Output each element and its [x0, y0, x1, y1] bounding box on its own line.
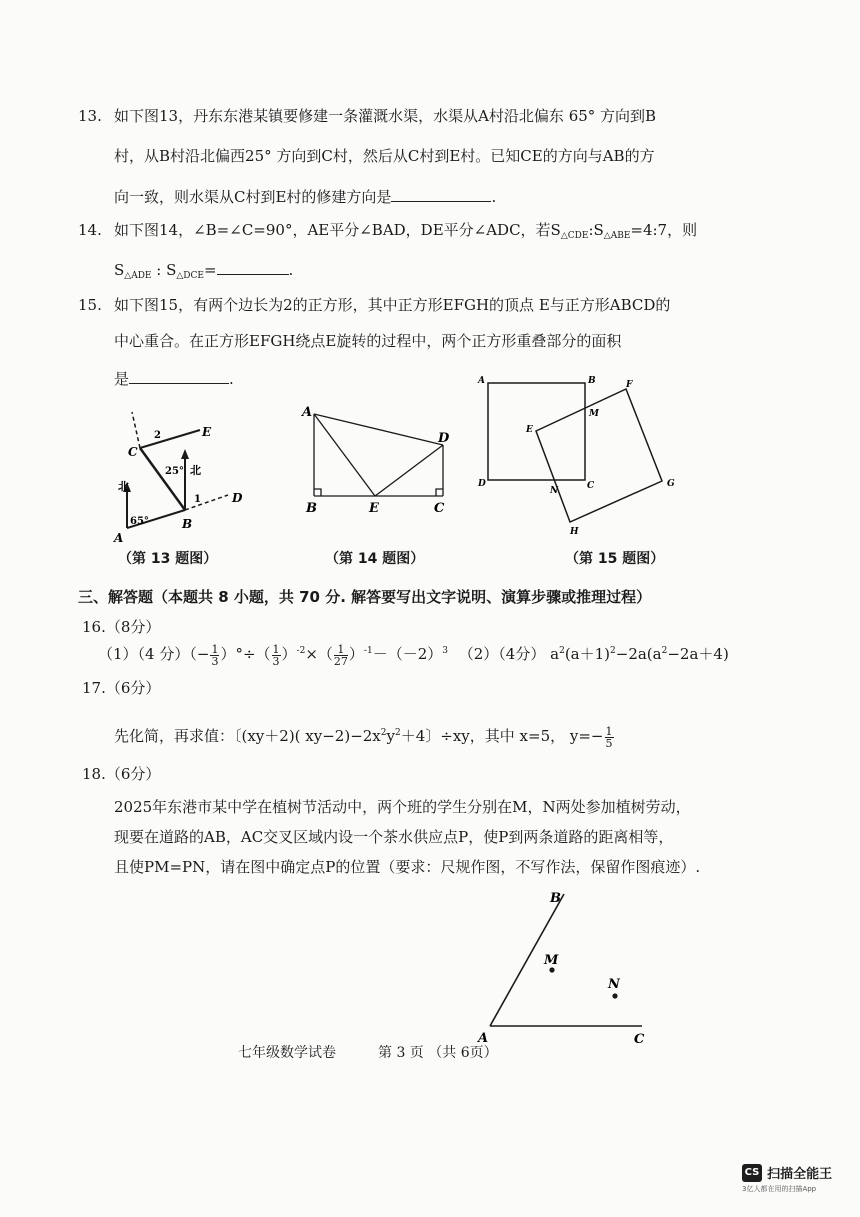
fig15-label-d: D — [478, 479, 486, 489]
q15-answer-blank[interactable] — [129, 367, 229, 384]
q17-frac: $\frac{1}{5}$ — [605, 724, 613, 750]
fig18-label-n: N — [608, 977, 620, 992]
q13-text-1: 如下图13，丹东东港某镇要修建一条灌溉水渠，水渠从A村沿北偏东 65° 方向到B — [114, 107, 657, 125]
q17-expression: 先化简，再求值：〔(xy＋2)( $xy-2)-2x^2y^2+4$〕÷xy，其中 x=5， y=− $\frac{1}{5}$ — [114, 724, 613, 750]
q18-line2: 现要在道路的AB，AC交叉区域内设一个茶水供应点P，使P到两条道路的距离相等， — [114, 828, 674, 846]
q14-eq: = — [203, 261, 217, 279]
fig13-caption: （第 13 题图） — [118, 551, 218, 567]
section-3-heading: 三、解答题（本题共 8 小题，共 70 分. 解答要写出文字说明、演算步骤或推理过程） — [78, 588, 652, 606]
q16-exp-3: 3 — [442, 646, 448, 656]
fig13-label-b: B — [182, 517, 193, 531]
fig13-label-e: E — [202, 425, 212, 439]
q16-frac-3: $\frac{1}{27}$ — [333, 642, 348, 668]
q15-text-3: 是 — [114, 370, 130, 388]
figure-13 — [110, 400, 260, 545]
q13-text-3: 向一致，则水渠从C村到E村的修建方向是 — [114, 188, 392, 206]
figure-14 — [296, 400, 466, 520]
fig15-label-h: H — [570, 527, 579, 537]
fig13-angle-25: 25° — [165, 466, 184, 477]
q15-number: 15. — [78, 296, 102, 314]
q13-number: 13. — [78, 107, 102, 125]
fig15-label-a: A — [478, 376, 485, 386]
q14-text-1b: =4:7，则 — [630, 221, 698, 239]
fig15-label-f: F — [626, 380, 633, 390]
q14-line2 — [114, 258, 293, 286]
q13-answer-blank[interactable] — [391, 185, 491, 202]
fig13-label-a: A — [114, 531, 124, 545]
q16-heading: 16.（8分） — [82, 618, 161, 636]
q15-line3 — [114, 367, 234, 389]
fig15-label-b: B — [588, 376, 596, 386]
fig15-label-m: M — [589, 409, 599, 419]
q13-line3 — [114, 185, 496, 207]
fig18-label-b: B — [550, 891, 561, 906]
q16-frac-2: $\frac{1}{3}$ — [272, 642, 280, 668]
q16-expressions: （1）（4 分）（− $\frac{1}{3}$ ）°÷（ $\frac{1}{3}$ ）$^{-2}$×（ $\frac{1}{27}$ ）$^{-1}-(-2)^3$ （2）（4分） $a^2(a+1)^2-2a(a^2-2a+4)$ — [98, 642, 729, 668]
q14-sub-dce: △DCE — [176, 271, 204, 281]
q16-neg-open: （− — [189, 645, 210, 663]
fig14-label-e: E — [369, 501, 379, 516]
q18-line1: 2025年东港市某中学在植树节活动中，两个班的学生分别在M，N两处参加植树劳动， — [114, 798, 691, 816]
fig13-label-c: C — [128, 445, 138, 459]
fig14-caption: （第 14 题图） — [325, 551, 425, 567]
fig13-label-d: D — [232, 491, 243, 505]
q16-expr-1: °÷（ — [235, 645, 271, 663]
q14-number: 14. — [78, 221, 102, 239]
fig15-label-g: G — [667, 479, 675, 489]
q16-exp-neg2: -2 — [296, 646, 306, 656]
fig14-label-b: B — [306, 501, 317, 516]
fig13-angle-1: 1 — [194, 494, 201, 505]
fig18-label-m: M — [544, 953, 559, 968]
q16-expr-4: －（－2） — [372, 645, 443, 663]
q16-part1-label: （1）（4 分） — [98, 645, 190, 663]
q14-answer-blank[interactable] — [217, 258, 289, 275]
footer-page-number: 第 3 页 （共 6页） — [378, 1045, 498, 1061]
scanner-tagline: 3亿人都在用的扫描App — [742, 1185, 817, 1193]
q18-heading: 18.（6分） — [82, 765, 161, 783]
q14-text-1a: 如下图14，∠B=∠C=90°，AE平分∠BAD，DE平分∠ADC，若S — [114, 221, 561, 239]
q14-period: . — [288, 261, 294, 279]
fig13-north-b: 北 — [190, 464, 201, 477]
fig15-label-c: C — [587, 481, 595, 491]
scanner-watermark — [742, 1162, 852, 1194]
q16-times: ×（ — [305, 645, 333, 663]
q14-sub-abe: △ABE — [603, 231, 631, 241]
fig15-label-e: E — [526, 425, 533, 435]
fig13-angle-2: 2 — [154, 430, 161, 441]
q13-line1 — [78, 106, 656, 126]
q14-sub-cde: △CDE — [560, 231, 589, 241]
q16-frac-1: $\frac{1}{3}$ — [211, 642, 219, 668]
fig14-label-a: A — [302, 405, 313, 420]
q15-text-1: 如下图15，有两个边长为2的正方形，其中正方形EFGH的顶点 E与正方形ABCD的 — [114, 296, 671, 314]
fig18-point-n — [612, 993, 617, 998]
q13-period: . — [491, 188, 497, 206]
figure-15 — [470, 372, 690, 542]
q14-text-mid: :S — [588, 221, 604, 239]
q14-sub-ade: △ADE — [124, 271, 152, 281]
q15-line2: 中心重合。在正方形EFGH绕点E旋转的过程中，两个正方形重叠部分的面积 — [114, 332, 622, 350]
q16-part2-label: （2）（4分） a — [458, 645, 560, 663]
fig15-caption: （第 15 题图） — [565, 551, 665, 567]
figure-18 — [470, 882, 660, 1052]
fig13-north-a: 北 — [118, 480, 129, 493]
q14-line1 — [78, 220, 697, 246]
fig18-label-a: A — [478, 1031, 489, 1046]
fig15-label-n: N — [550, 486, 559, 496]
fig18-label-c: C — [634, 1032, 645, 1047]
footer-exam-title: 七年级数学试卷 — [238, 1045, 336, 1061]
fig14-label-d: D — [438, 431, 450, 446]
q17-heading: 17.（6分） — [82, 679, 161, 697]
fig13-angle-65: 65° — [130, 516, 149, 527]
fig18-point-m — [549, 967, 554, 972]
scanner-logo: CS — [742, 1164, 762, 1182]
q14-s: S — [114, 261, 125, 279]
q18-line3: 且使PM=PN，请在图中确定点P的位置（要求：尺规作图，不写作法，保留作图痕迹）. — [114, 858, 701, 876]
q14-colon: : S — [151, 261, 177, 279]
scanner-name: 扫描全能王 — [767, 1167, 833, 1182]
fig14-label-c: C — [434, 501, 445, 516]
q16-exp-neg1: -1 — [363, 646, 373, 656]
q15-period: . — [229, 370, 234, 388]
q13-line2: 村，从B村沿北偏西25° 方向到C村，然后从C村到E村。已知CE的方向与AB的方 — [114, 147, 655, 165]
q15-line1 — [78, 295, 670, 315]
